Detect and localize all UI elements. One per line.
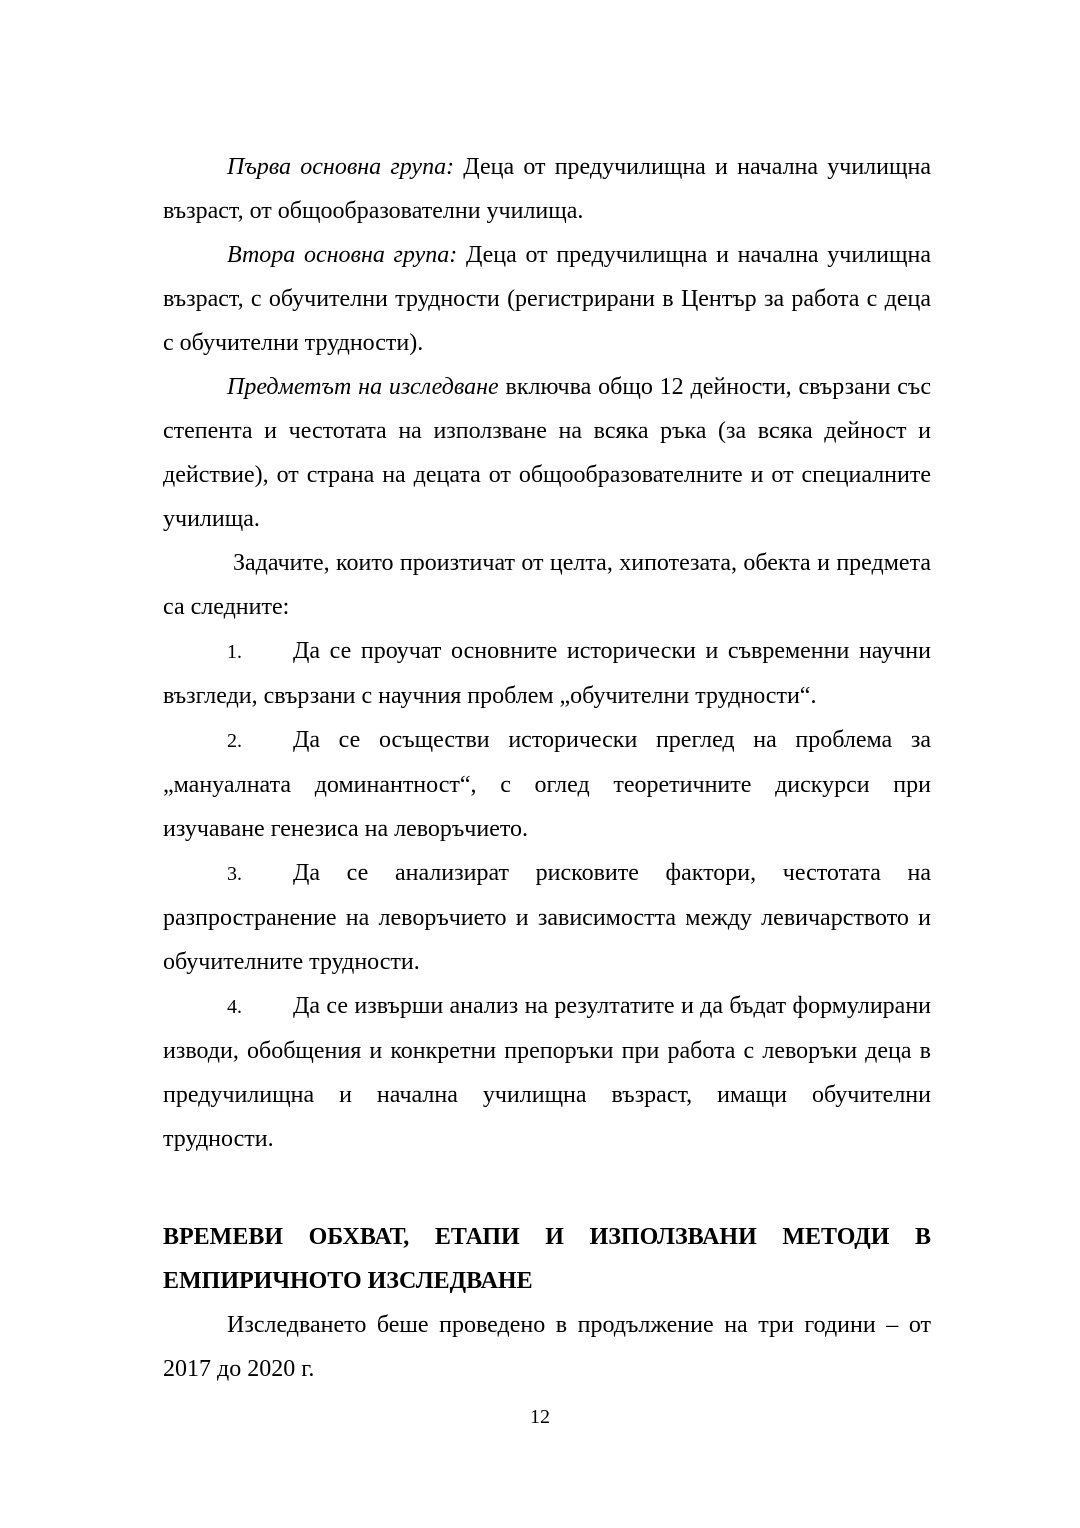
paragraph-group-1 [163, 145, 931, 233]
task-text: Да се извърши анализ на резултатите и да бъдат формулирани изводи, обобщения и конкретни препоръки при работа с леворъки деца в предучилищна и начална училищна възраст, имащи обучителни трудности. [163, 993, 931, 1152]
group-1-lead: Първа основна група: [227, 154, 455, 180]
group-1-text: Деца от предучилищна и начална училищна възраст, от общообразователни училища. [163, 154, 931, 224]
task-item-4 [163, 984, 931, 1161]
group-2-lead: Втора основна група: [227, 242, 458, 268]
task-item-2 [163, 718, 931, 851]
group-2-text: Деца от предучилищна и начална училищна възраст, с обучителни трудности (регистрирани в Център за работа с деца с обучителни трудности). [163, 242, 931, 356]
subject-lead: Предметът на изследване [227, 374, 499, 400]
subject-text: включва общо 12 дейности, свързани със степента и честотата на използване на всяка ръка (за всяка дейност и действие), от страна на децата от общообразователните и от специалните училища. [163, 374, 931, 532]
task-number: 1. [227, 641, 242, 663]
task-number: 2. [227, 730, 242, 752]
paragraph-subject [163, 365, 931, 541]
section-paragraph: Изследването беше проведено в продължение на три години – от 2017 до 2020 г. [163, 1312, 931, 1382]
task-item-3 [163, 851, 931, 984]
task-item-1 [163, 629, 931, 718]
page-number: 12 [530, 1406, 550, 1428]
task-number: 3. [227, 863, 242, 885]
section-heading: ВРЕМЕВИ ОБХВАТ, ЕТАПИ И ИЗПОЛЗВАНИ МЕТОДИ В ЕМПИРИЧНОТО ИЗСЛЕДВАНЕ [163, 1224, 931, 1294]
task-text: Да се анализират рисковите фактори, честотата на разпространение на леворъчието и зависимостта между левичарството и обучителните трудности. [163, 860, 931, 975]
paragraph-tasks-intro: Задачите, които произтичат от целта, хипотезата, обекта и предмета са следните: [163, 550, 931, 620]
document-page [163, 145, 931, 1391]
task-text: Да се осъществи исторически преглед на проблема за „мануалната доминантност“, с оглед теоретичните дискурси при изучаване генезиса на леворъчието. [163, 727, 931, 842]
paragraph-group-2 [163, 233, 931, 365]
task-number: 4. [227, 996, 242, 1018]
task-text: Да се проучат основните исторически и съвременни научни възгледи, свързани с научния проблем „обучителни трудности“. [163, 638, 931, 709]
